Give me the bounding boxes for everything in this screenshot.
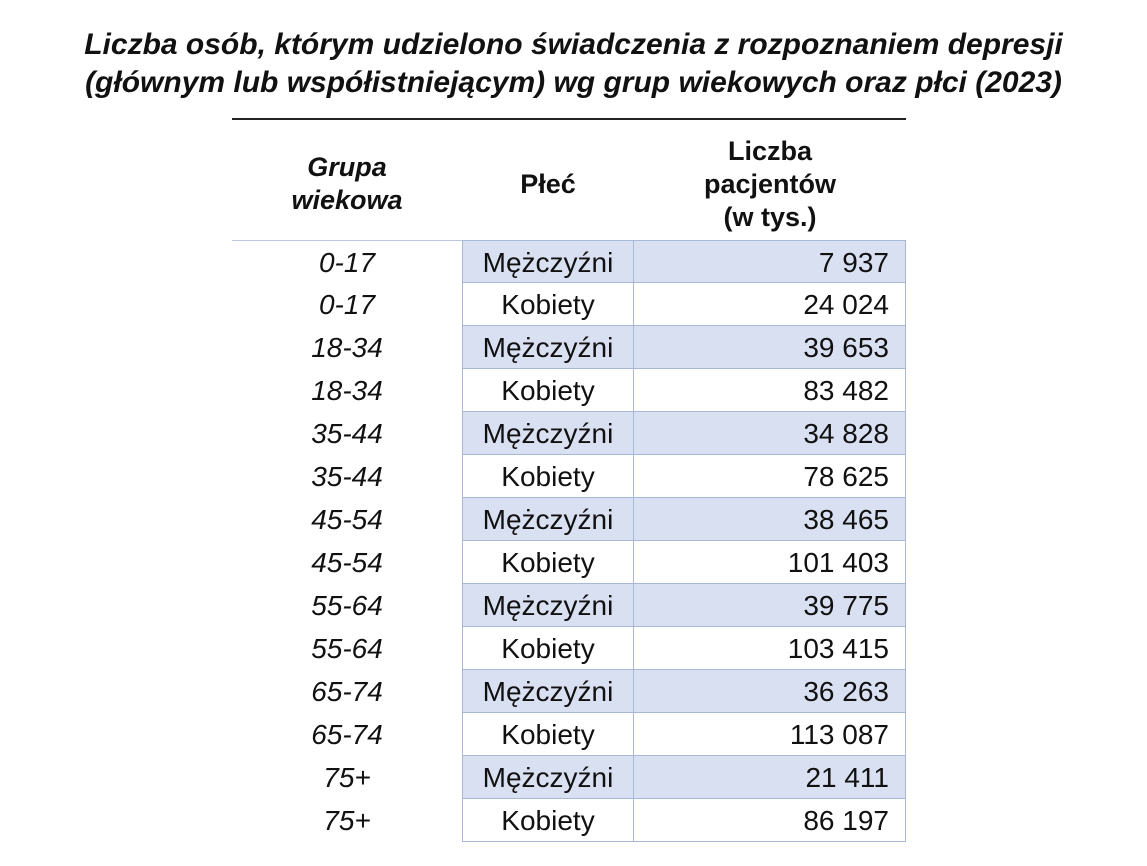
column-header-age-group [232, 128, 462, 240]
cell-age-group: 18-34 [311, 332, 383, 363]
cell-patient-count: 39 653 [634, 326, 906, 369]
table-row [232, 498, 906, 541]
cell-sex: Kobiety [462, 713, 634, 756]
table-row [232, 369, 906, 412]
cell-patient-count: 21 411 [634, 756, 906, 799]
data-table [232, 240, 906, 842]
cell-sex: Kobiety [462, 369, 634, 412]
table-row [232, 240, 906, 283]
cell-patient-count: 39 775 [634, 584, 906, 627]
table-row [232, 541, 906, 584]
cell-sex: Kobiety [462, 455, 634, 498]
cell-patient-count: 86 197 [634, 799, 906, 842]
table-row [232, 412, 906, 455]
cell-patient-count: 113 087 [634, 713, 906, 756]
cell-sex: Mężczyźni [462, 240, 634, 283]
cell-age-group: 35-44 [311, 418, 383, 449]
cell-sex: Kobiety [462, 283, 634, 326]
cell-age-group: 0-17 [318, 289, 376, 320]
cell-sex: Mężczyźni [462, 326, 634, 369]
table-row [232, 756, 906, 799]
table-row [232, 584, 906, 627]
cell-patient-count: 24 024 [634, 283, 906, 326]
cell-age-group: 75+ [323, 805, 371, 836]
cell-sex: Mężczyźni [462, 412, 634, 455]
chart-title [0, 26, 1147, 102]
cell-age-group: 55-64 [311, 633, 383, 664]
cell-age-group: 18-34 [311, 375, 383, 406]
cell-patient-count: 101 403 [634, 541, 906, 584]
table-row [232, 799, 906, 842]
column-header-age-group-label: Grupa wiekowa [291, 152, 403, 215]
cell-age-group: 0-17 [232, 240, 462, 283]
cell-sex: Mężczyźni [462, 670, 634, 713]
table-row [232, 670, 906, 713]
table-row [232, 713, 906, 756]
chart-title-line-1: Liczba osób, którym udzielono świadczenia z rozpoznaniem depresji [84, 28, 1063, 61]
cell-sex: Mężczyźni [462, 498, 634, 541]
cell-patient-count: 103 415 [634, 627, 906, 670]
cell-age-group: 65-74 [311, 719, 383, 750]
cell-sex: Kobiety [462, 627, 634, 670]
cell-sex: Kobiety [462, 799, 634, 842]
table-row [232, 283, 906, 326]
cell-age-group: 45-54 [311, 547, 383, 578]
table-row [232, 627, 906, 670]
cell-age-group: 75+ [323, 762, 371, 793]
chart-title-line-2: (głównym lub współistniejącym) wg grup wiekowych oraz płci (2023) [85, 66, 1062, 99]
cell-patient-count: 36 263 [634, 670, 906, 713]
table-top-rule [232, 118, 906, 120]
column-header-patient-count [634, 128, 906, 240]
cell-age-group: 45-54 [311, 504, 383, 535]
cell-patient-count: 7 937 [634, 240, 906, 283]
cell-age-group: 35-44 [311, 461, 383, 492]
column-header-sex-label: Płeć [520, 168, 576, 199]
cell-patient-count: 34 828 [634, 412, 906, 455]
cell-age-group: 65-74 [311, 676, 383, 707]
cell-age-group: 55-64 [311, 590, 383, 621]
cell-sex: Mężczyźni [462, 584, 634, 627]
cell-sex: Mężczyźni [462, 756, 634, 799]
column-header-sex [462, 128, 634, 240]
table-row [232, 326, 906, 369]
table-row [232, 455, 906, 498]
cell-patient-count: 78 625 [634, 455, 906, 498]
cell-sex: Kobiety [462, 541, 634, 584]
cell-patient-count: 38 465 [634, 498, 906, 541]
column-header-patient-count-label: Liczba pacjentów (w tys.) [703, 135, 837, 232]
cell-patient-count: 83 482 [634, 369, 906, 412]
